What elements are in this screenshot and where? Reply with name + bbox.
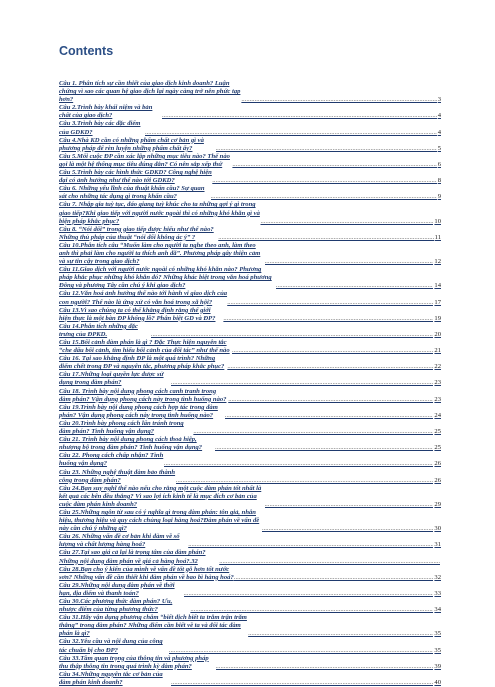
toc-entry-text: Câu 3.Trình bày các đặc điểm của GDKD?	[59, 120, 141, 136]
toc-entry-text: Câu 32.Yêu cầu và nội dung của công tác chuẩn bị cho ĐP?	[59, 638, 163, 654]
toc-entry-text: Câu 11.Giao dịch với người nước ngoài có những khó khăn nào? Phương pháp khắc phục những khó khăn đó? Những khác biệt trong văn hoá phương Đông và phương Tây cần chú ý khi giao dịch?	[59, 266, 272, 290]
toc-entry[interactable]	[59, 509, 441, 533]
toc-page-number: 40	[434, 678, 441, 686]
toc-entry[interactable]	[59, 80, 441, 104]
toc-page-number: 26	[434, 460, 441, 468]
toc-page-number: 25	[434, 428, 441, 436]
toc-entry[interactable]	[59, 185, 441, 201]
toc-page-number: 19	[434, 314, 441, 322]
toc-page-number: 21	[434, 347, 441, 355]
toc-page-number: 32	[434, 573, 441, 581]
table-of-contents	[59, 80, 441, 687]
toc-entry-text: Câu 15.Bối cảnh đàm phán là gì ? Đặc Thực hiện nguyên tắc “che dấu bối cảnh, tìm hiểu bối cảnh của đối tác” như thế nào	[59, 339, 230, 355]
toc-leader-dots	[262, 525, 433, 533]
toc-leader-dots	[211, 193, 437, 201]
toc-entry-text: Câu 10.Phân tích câu “Muốn làm cho người ta nghe theo anh, làm theo anh thì phải làm cho người ta thích anh đã”. Phương pháp gây thiện cảm và sự tin cậy trong giao dịch?	[59, 241, 261, 266]
toc-page-number: 39	[434, 662, 441, 670]
toc-leader-dots	[171, 379, 434, 387]
toc-page-number: 14	[434, 282, 441, 290]
toc-entry[interactable]	[59, 469, 441, 485]
toc-entry-text: Câu 14.Phân tích những đặc trưng của ĐPKD.	[59, 322, 138, 338]
toc-entry[interactable]	[59, 388, 441, 404]
toc-leader-dots	[223, 315, 433, 323]
toc-leader-dots	[188, 541, 433, 549]
toc-page-number: 4	[437, 112, 441, 120]
toc-entry[interactable]	[59, 201, 441, 225]
toc-entry[interactable]	[59, 266, 441, 290]
toc-page-number: 17	[434, 298, 441, 306]
toc-leader-dots	[215, 444, 433, 452]
toc-leader-dots	[225, 412, 434, 420]
toc-entry-text: Câu 4.Nhà KD cần có những phẩm chất cơ bản gì và phương pháp để rèn luyện những phẩm chất ấy?	[59, 136, 204, 152]
toc-entry[interactable]	[59, 307, 441, 323]
toc-leader-dots	[241, 96, 436, 104]
toc-entry-text: Câu 27.Tại sao giá cả lại là trọng tâm của đàm phán? Những nội dung đàm phán về giá cả hàng hoá?.32	[59, 549, 206, 565]
toc-leader-dots	[227, 363, 433, 371]
toc-entry[interactable]	[59, 549, 441, 565]
toc-page-number: 24	[434, 411, 441, 419]
toc-leader-dots	[162, 112, 437, 120]
toc-page-number: 29	[434, 500, 441, 508]
toc-entry-text: Câu 24.Bạn suy nghĩ thế nào nếu cho rằng một cuộc đàm phán tốt nhất là kết quả các bên đều thắng? Vì sao lợi ích kinh tế là mục đích cơ bản của cuộc đàm phán kinh doanh?	[59, 484, 262, 508]
toc-page-number: 4	[437, 128, 441, 136]
toc-entry-text: Câu 26. Những vấn đề cơ bản khi đàm về số lượng và chất lượng hàng hoá?	[59, 533, 180, 549]
toc-leader-dots	[265, 258, 434, 266]
toc-entry[interactable]	[59, 671, 441, 687]
toc-entry[interactable]	[59, 226, 441, 242]
toc-page-number: 20	[434, 330, 441, 338]
toc-entry[interactable]	[59, 153, 441, 169]
toc-entry-text: Câu 19.Trình bày nội dung phong cách hợp tác trong đàm phán? Vận dụng phong cách này trong tình huống nào?	[59, 403, 218, 419]
toc-leader-dots	[145, 129, 437, 137]
toc-entry-text: Câu 22. Phong cách chấp nhận? Tình huống vận dụng?	[59, 452, 164, 468]
toc-leader-dots	[218, 234, 433, 242]
toc-entry[interactable]	[59, 638, 441, 654]
toc-entry[interactable]	[59, 582, 441, 598]
toc-entry-text: Câu 29.Những nội dung đàm phán về thời hạn, địa điểm và thanh toán?	[59, 581, 175, 597]
toc-entry[interactable]	[59, 137, 441, 153]
toc-entry-text: Câu 1. Phân tích sự cần thiết của giao dịch kinh doanh? Luận chứng vì sao các quan hệ giao dịch lại ngày càng trở nên phức tạp hơn?	[59, 80, 241, 104]
toc-page-number: 22	[434, 363, 441, 371]
toc-entry[interactable]	[59, 420, 441, 436]
toc-page-number: 9	[437, 193, 441, 201]
toc-page-number: 23	[434, 379, 441, 387]
toc-leader-dots	[248, 630, 433, 638]
toc-leader-dots	[169, 647, 434, 655]
toc-leader-dots	[176, 477, 434, 485]
toc-leader-dots	[216, 663, 434, 671]
toc-page-number: 33	[434, 589, 441, 597]
toc-entry[interactable]	[59, 242, 441, 266]
toc-entry[interactable]	[59, 120, 441, 136]
toc-page-number: 34	[434, 606, 441, 614]
toc-entry-text: Câu 8. “Nói dối” trong giao tiếp được hiểu như thế nào? Những thủ pháp của thuật “nói dối không ác ý” ?	[59, 225, 214, 241]
toc-entry[interactable]	[59, 485, 441, 509]
toc-entry[interactable]	[59, 355, 441, 371]
toc-entry-text: Câu 21. Trình bày nội dung phong cách thoả hiệp, nhượng bộ trong đàm phán? Tình huống vận dụng?	[59, 436, 203, 452]
toc-page-number: 5	[437, 144, 441, 152]
toc-entry[interactable]	[59, 614, 441, 638]
toc-page-number: 3	[437, 96, 441, 104]
toc-entry-text: Câu 7. Nhập gia tuỳ tục, đáo giang tuỳ khúc cho ta những gợi ý gì trong giao tiếp?Khi giao tiếp với người nước ngoài thì có những khó khăn gì và biện pháp khắc phục?	[59, 201, 260, 225]
toc-leader-dots	[265, 501, 434, 509]
toc-page-number: 6	[437, 160, 441, 168]
toc-leader-dots	[219, 558, 440, 566]
toc-leader-dots	[232, 161, 436, 169]
toc-page-number: 26	[434, 476, 441, 484]
toc-entry-text: Câu 23. Những nghệ thuật đàm bảo thành công trong đàm phán?	[59, 468, 176, 484]
toc-entry-text: Câu 2.Trình bày khái niệm và bản chất của giao dịch?	[59, 104, 153, 120]
toc-leader-dots	[276, 282, 434, 290]
toc-leader-dots	[227, 299, 433, 307]
toc-entry[interactable]	[59, 339, 441, 355]
toc-entry-text: Câu 16. Tại sao khẳng định ĐP là một quá trình? Những điểm chết trong ĐP và nguyên tắc, phương pháp khắc phục?	[59, 355, 225, 371]
toc-leader-dots	[184, 590, 434, 598]
toc-entry[interactable]	[59, 371, 441, 387]
toc-leader-dots	[232, 347, 433, 355]
toc-page-number: 12	[434, 258, 441, 266]
toc-entry[interactable]	[59, 598, 441, 614]
toc-entry-text: Câu 5.Trình bày các hình thức GDKD? Công nghệ hiện đại có ảnh hưởng như thế nào tới GDKD?	[59, 169, 212, 185]
toc-entry[interactable]	[59, 104, 441, 120]
toc-entry-text: Câu 12.Văn hoá ảnh hưởng thế nào tới hành vi giao dịch của con người? Thế nào là ứng xử có văn hoá trong xã hội?	[59, 290, 228, 306]
toc-entry-text: Câu 18. Trình bày nội dung phong cách canh tranh trong đàm phán? Vận dụng phong cách này trong tình huống nào?	[59, 387, 227, 403]
toc-page-number: 8	[437, 177, 441, 185]
toc-entry-text: Câu 31.Hãy vận dụng phương châm “biết địch biết ta trăm trận trăm thắng” trong đàm phán? Những điểm cần biết về ta và đối tác đàm phán là gì?	[59, 614, 247, 638]
toc-entry-text: Câu 20.Trình bày phong cách lẩn tránh trong đàm phán? Tình huống vận dụng?	[59, 419, 184, 436]
toc-entry-text: Câu 28.Bạn cho ý kiến của mình về vấn đề tốt gỗ hơn tốt nước sơn? Những vấn đề cần thiết khi đàm phán về bao bì hàng hoá?	[59, 565, 234, 581]
toc-entry-text: Câu 17.Những loại quyền lực được sử dụng trong đàm phán?	[59, 371, 164, 387]
toc-leader-dots	[164, 460, 434, 468]
toc-page-number: 35	[434, 646, 441, 654]
toc-page-number: 23	[434, 395, 441, 403]
toc-entry-text: Câu 6. Những yếu lĩnh của thuật khẩn cầu? Sự quan sát cho những tác dụng gì trong khẩn cầu?	[59, 185, 205, 201]
toc-leader-dots	[212, 177, 436, 185]
toc-entry-text: Câu 25.Những ngôn từ sau có ý nghĩa gì trong đàm phán: tôn giả, nhân hiệu, thương hiệu và quy cách chủng loại hàng hoá?Đàm phán về vấn đề này cần chú ý những gì?	[59, 508, 260, 533]
toc-entry-text: Câu 13.Vì sao chúng ta có thể khẳng định rằng thế giới hiện thực là một bàn ĐP khổng lồ? Phân biệt GD và ĐP?	[59, 306, 216, 322]
toc-entry-text: Câu 34.Những nguyên tắc cơ bản của đàm phán kinh doanh?	[59, 670, 163, 686]
toc-entry[interactable]	[59, 436, 441, 452]
toc-leader-dots	[151, 331, 434, 339]
toc-entry[interactable]	[59, 404, 441, 420]
toc-page-number: 11	[434, 233, 441, 241]
toc-page-number: 31	[434, 541, 441, 549]
toc-entry[interactable]	[59, 655, 441, 671]
toc-leader-dots	[228, 396, 433, 404]
toc-page-number: 25	[434, 444, 441, 452]
toc-entry[interactable]	[59, 566, 441, 582]
toc-entry-text: Câu 5.Mối cuộc ĐP cần xác lập những mục tiêu nào? Thế nào gọi là một hệ thống mục tiêu đúng đắn? Có nên sắp xếp thứ	[59, 152, 230, 168]
toc-entry[interactable]	[59, 533, 441, 549]
toc-entry[interactable]	[59, 452, 441, 468]
toc-leader-dots	[260, 218, 433, 226]
toc-leader-dots	[216, 145, 437, 153]
contents-heading: Contents	[59, 44, 114, 58]
toc-entry-text: Câu 30.Các phương thức đàm phán? Ưu, nhược điểm của từng phương thức?	[59, 598, 173, 614]
toc-entry[interactable]	[59, 290, 441, 306]
toc-page-number: 30	[434, 525, 441, 533]
toc-leader-dots	[190, 606, 433, 614]
toc-leader-dots	[171, 679, 433, 687]
toc-page-number: 35	[434, 630, 441, 638]
toc-leader-dots	[193, 428, 433, 436]
toc-entry-text: Câu 33.Tầm quan trọng của thông tin và phương pháp thu thập thông tin trong quá trình kỳ đàm phán?	[59, 654, 209, 670]
toc-entry[interactable]	[59, 169, 441, 185]
toc-leader-dots	[234, 574, 434, 582]
toc-entry[interactable]	[59, 323, 441, 339]
toc-page-number: 10	[434, 217, 441, 225]
